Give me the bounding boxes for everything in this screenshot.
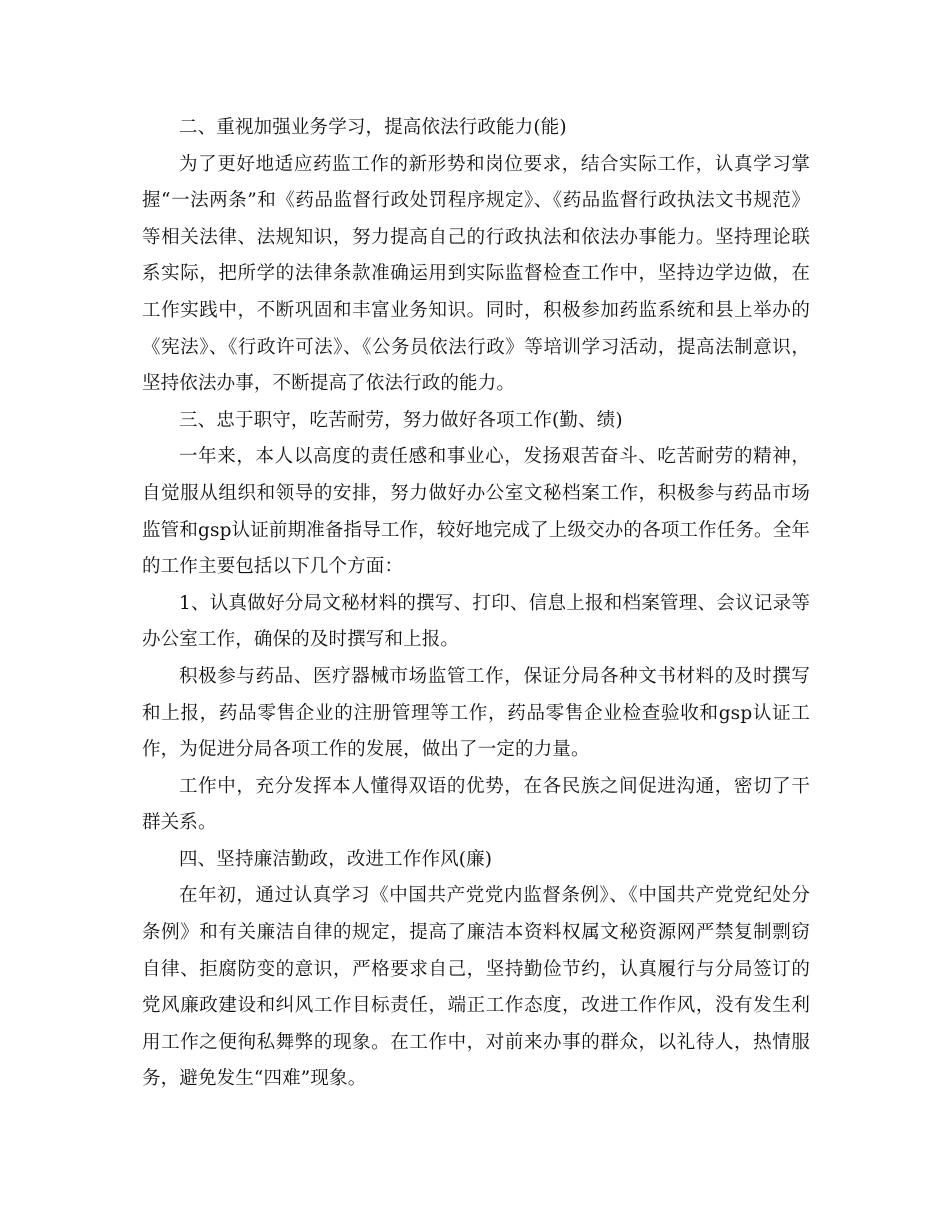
paragraph-market-supervision: 积极参与药品、医疗器械市场监管工作，保证分局各种文书材料的及时撰写和上报，药品零售企业的注册管理等工作，药品零售企业检查验收和gsp认证工作，为促进分局各项工作的发展，做出了一定的力量。 <box>142 665 810 761</box>
paragraph-bilingual: 工作中，充分发挥本人懂得双语的优势，在各民族之间促进沟通，密切了干群关系。 <box>142 775 810 834</box>
paragraph-integrity: 在年初，通过认真学习《中国共产党党内监督条例》、《中国共产党党纪处分条例》和有关廉洁自律的规定，提高了廉洁本资料权属文秘资源网严禁复制剽窃自律、拒腐防变的意识，严格要求自己，坚持勤俭节约，认真履行与分局签订的党风廉政建设和纠风工作目标责任，端正工作态度，改进工作作风，没有发生利用工作之便徇私舞弊的现象。在工作中，对前来办事的群众，以礼待人，热情服务，避免发生“四难”现象。 <box>142 885 810 1090</box>
section-heading-2: 二、重视加强业务学习，提高依法行政能力(能) <box>179 117 567 138</box>
document-body <box>142 110 810 1098</box>
section-heading-4: 四、坚持廉洁勤政，改进工作作风(廉) <box>179 848 493 870</box>
paragraph-study-law: 为了更好地适应药监工作的新形势和岗位要求，结合实际工作，认真学习掌握“一法两条”和《药品监督行政处罚程序规定》、《药品监督行政执法文书规范》等相关法律、法规知识，努力提高自己的行政执法和依法办事能力。坚持理论联系实际，把所学的法律条款准确运用到实际监督检查工作中，坚持边学边做，在工作实践中，不断巩固和丰富业务知识。同时，积极参加药监系统和县上举办的《宪法》、《行政许可法》、《公务员依法行政》等培训学习活动，提高法制意识，坚持依法办事，不断提高了依法行政的能力。 <box>142 153 810 395</box>
paragraph-year-summary: 一年来，本人以高度的责任感和事业心，发扬艰苦奋斗、吃苦耐劳的精神，自觉服从组织和领导的安排，努力做好办公室文秘档案工作，积极参与药品市场监管和gsp认证前期准备指导工作，较好地完成了上级交办的各项工作任务。全年的工作主要包括以下几个方面： <box>142 446 810 578</box>
section-heading-3: 三、忠于职守，吃苦耐劳，努力做好各项工作(勤、绩) <box>179 409 623 431</box>
paragraph-office-work: 1、认真做好分局文秘材料的撰写、打印、信息上报和档案管理、会议记录等办公室工作，确保的及时撰写和上报。 <box>142 592 810 651</box>
